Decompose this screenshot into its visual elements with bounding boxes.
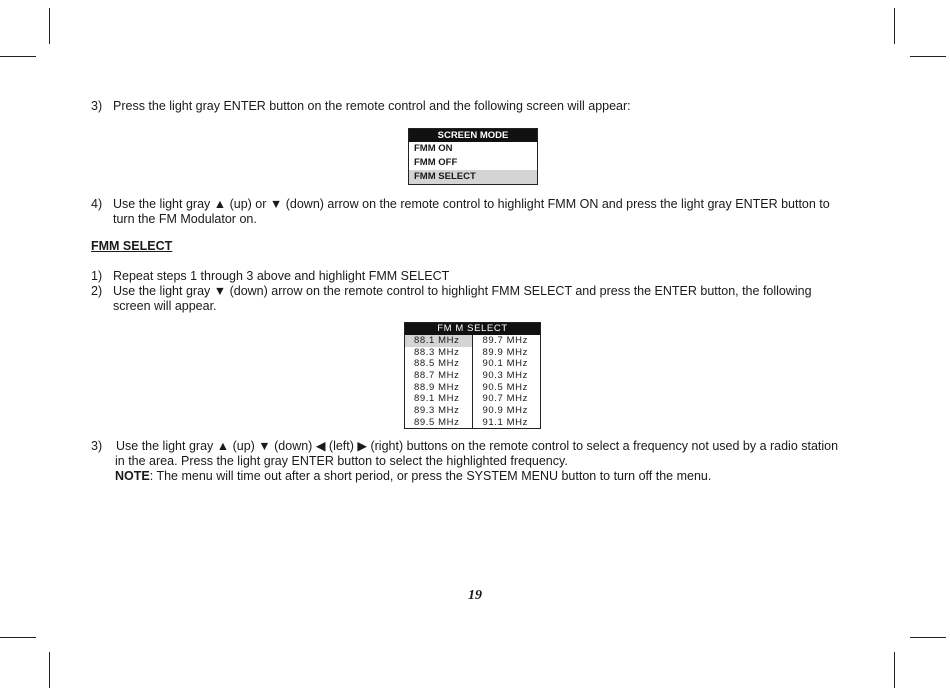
crop-mark	[0, 637, 36, 638]
step-text-line1: Use the light gray ▲ (up) or ▼ (down) arrow on the remote control to highlight FMM ON and press the light gray ENTER button to	[113, 197, 830, 211]
frequency-item: 90.3 MHz	[482, 370, 528, 382]
screen-mode-menu	[408, 128, 538, 185]
frequency-item: 90.9 MHz	[482, 405, 528, 417]
frequency-item: 90.5 MHz	[482, 381, 528, 393]
step-text-line2: turn the FM Modulator on.	[113, 212, 257, 226]
frequency-item: 88.3 MHz	[414, 346, 460, 358]
frequency-column-right	[473, 335, 541, 429]
frequency-item: 88.5 MHz	[414, 358, 460, 370]
frequency-item: 90.1 MHz	[482, 358, 528, 370]
menu-option-fmm-select: FMM SELECT	[409, 170, 537, 184]
frequency-item: 89.9 MHz	[482, 346, 528, 358]
frequency-item: 89.5 MHz	[414, 416, 460, 428]
step-text-line1: Use the light gray ▲ (up) ▼ (down) ◀ (left) ▶ (right) buttons on the remote control to select a frequency not used by a radio station	[116, 439, 839, 453]
section-heading: FMM SELECT	[91, 239, 173, 253]
step-text: Press the light gray ENTER button on the remote control and the following screen will appear:	[113, 99, 631, 113]
note-label: NOTE	[115, 469, 150, 483]
step-number: 3)	[91, 99, 103, 113]
frequency-item: 91.1 MHz	[482, 416, 528, 428]
menu-option-fmm-off: FMM OFF	[414, 157, 458, 168]
step-text-line1: Use the light gray ▼ (down) arrow on the remote control to highlight FMM SELECT and press the ENTER button, the following	[113, 284, 812, 298]
menu-title: FM M SELECT	[405, 323, 540, 335]
crop-mark	[894, 8, 895, 44]
crop-mark	[910, 637, 946, 638]
crop-mark	[894, 652, 895, 688]
frequency-item: 88.7 MHz	[414, 370, 460, 382]
step-text-line2: in the area. Press the light gray ENTER button to select the highlighted frequency.	[115, 454, 568, 468]
step-text-line2: screen will appear.	[113, 299, 217, 313]
frequency-item: 90.7 MHz	[482, 393, 528, 405]
step-number: 4)	[91, 197, 103, 211]
crop-mark	[49, 652, 50, 688]
frequency-column-left	[405, 335, 473, 429]
frequency-item: 89.1 MHz	[414, 393, 460, 405]
frequency-item: 89.3 MHz	[414, 405, 460, 417]
fmm-select-menu	[404, 322, 541, 429]
step-number: 3)	[91, 439, 103, 453]
crop-mark	[49, 8, 50, 44]
step-number: 2)	[91, 284, 103, 298]
step-number: 1)	[91, 269, 103, 283]
crop-mark	[910, 56, 946, 57]
frequency-item: 88.9 MHz	[414, 381, 460, 393]
frequency-grid	[405, 335, 540, 429]
menu-title: SCREEN MODE	[409, 129, 537, 142]
frequency-item: 88.1 MHz	[405, 335, 472, 347]
frequency-item: 89.7 MHz	[482, 335, 528, 346]
step-text: Repeat steps 1 through 3 above and highlight FMM SELECT	[113, 269, 450, 283]
menu-option-fmm-on: FMM ON	[414, 143, 453, 154]
page-number: 19	[468, 588, 482, 603]
note-text: : The menu will time out after a short period, or press the SYSTEM MENU button to turn off the menu.	[149, 469, 712, 483]
crop-mark	[0, 56, 36, 57]
note	[115, 469, 711, 484]
